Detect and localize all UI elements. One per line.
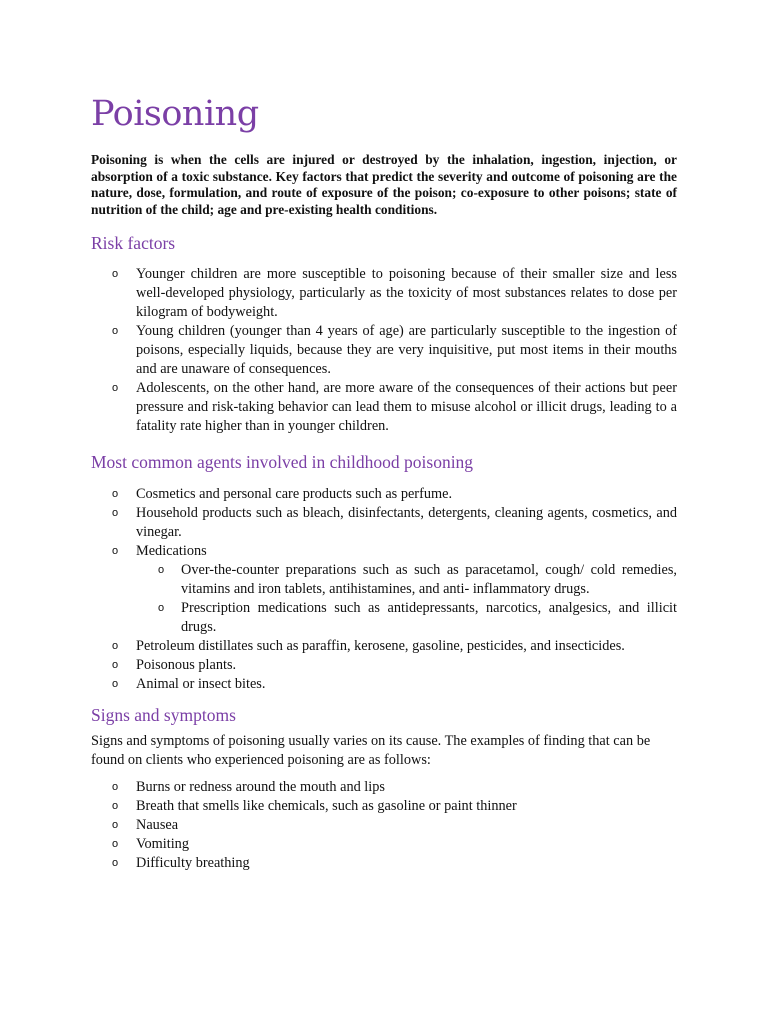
bullet-icon: o — [112, 545, 119, 557]
list-item — [91, 485, 677, 504]
bullet-icon: o — [112, 382, 119, 394]
list-item — [91, 656, 677, 675]
signs-heading: Signs and symptoms — [91, 705, 236, 725]
risk-factors-heading: Risk factors — [91, 233, 176, 253]
list-item-text: Cosmetics and personal care products such as perfume. — [136, 486, 453, 502]
list-item-text: Petroleum distillates such as paraffin, kerosene, gasoline, pesticides, and insecticides. — [136, 638, 625, 654]
signs-list — [91, 778, 677, 873]
bullet-icon: o — [112, 819, 119, 831]
list-item-text: Younger children are more susceptible to poisoning because of their smaller size and less well-developed physiology, particularly as the toxicity of most substances relates to dose per kilogram of bodyweight. — [136, 266, 677, 320]
bullet-icon: o — [112, 640, 119, 652]
list-item — [91, 322, 677, 379]
list-item — [91, 504, 677, 542]
list-item — [91, 816, 677, 835]
list-item — [91, 778, 677, 797]
bullet-icon: o — [112, 781, 119, 793]
bullet-icon: o — [112, 659, 119, 671]
list-item-text: Animal or insect bites. — [136, 676, 266, 692]
bullet-icon: o — [112, 857, 119, 869]
agents-heading: Most common agents involved in childhood poisoning — [91, 452, 474, 472]
bullet-icon: o — [158, 564, 165, 576]
list-item-text: Burns or redness around the mouth and lips — [136, 779, 385, 795]
list-item-text: Difficulty breathing — [136, 855, 250, 871]
intro-paragraph: Poisoning is when the cells are injured or destroyed by the inhalation, ingestion, injection, or absorption of a toxic substance. Key factors that predict the severity and outcome of poisoning are the nature, dose, formulation, and route of exposure of the poison; co-exposure to other poisons; state of nutrition of the child; age and pre-existing health conditions. — [91, 152, 677, 217]
list-item — [91, 542, 677, 637]
list-item — [91, 637, 677, 656]
sub-list-item-text: Prescription medications such as antidepressants, narcotics, analgesics, and illicit drugs. — [181, 600, 677, 635]
bullet-icon: o — [112, 838, 119, 850]
bullet-icon: o — [112, 507, 119, 519]
list-item-text: Adolescents, on the other hand, are more aware of the consequences of their actions but peer pressure and risk-taking behavior can lead them to misuse alcohol or illicit drugs, leading to a fatality rate higher than in younger children. — [136, 380, 677, 434]
bullet-icon: o — [112, 800, 119, 812]
list-item-text: Household products such as bleach, disinfectants, detergents, cleaning agents, cosmetics, and vinegar. — [136, 505, 677, 540]
sub-list-item — [136, 561, 677, 599]
sub-list-item — [136, 599, 677, 637]
list-item-text: Poisonous plants. — [136, 657, 237, 673]
list-item — [91, 835, 677, 854]
list-item — [91, 265, 677, 322]
list-item-text: Nausea — [136, 817, 179, 833]
bullet-icon: o — [112, 325, 119, 337]
signs-intro-paragraph: Signs and symptoms of poisoning usually varies on its cause. The examples of finding that can be found on clients who experienced poisoning are as follows: — [91, 733, 651, 768]
agents-list — [91, 485, 677, 694]
list-item — [91, 854, 677, 873]
list-item-text: Vomiting — [136, 836, 189, 852]
bullet-icon: o — [112, 268, 119, 280]
bullet-icon: o — [112, 678, 119, 690]
document-page — [91, 90, 677, 873]
risk-factors-list — [91, 265, 677, 436]
list-item-text: Young children (younger than 4 years of age) are particularly susceptible to the ingestion of poisons, especially liquids, because they are very inquisitive, put most items in their mouths and are unaware of consequences. — [136, 323, 677, 377]
page-title: Poisoning — [91, 94, 259, 134]
list-item-text: Medications — [136, 543, 207, 559]
list-item — [91, 675, 677, 694]
list-item — [91, 379, 677, 436]
bullet-icon: o — [112, 488, 119, 500]
bullet-icon: o — [158, 602, 165, 614]
medications-sublist — [136, 561, 677, 637]
list-item-text: Breath that smells like chemicals, such as gasoline or paint thinner — [136, 798, 517, 814]
sub-list-item-text: Over-the-counter preparations such as such as paracetamol, cough/ cold remedies, vitamins and iron tablets, antihistamines, and anti- inflammatory drugs. — [181, 562, 677, 597]
list-item — [91, 797, 677, 816]
